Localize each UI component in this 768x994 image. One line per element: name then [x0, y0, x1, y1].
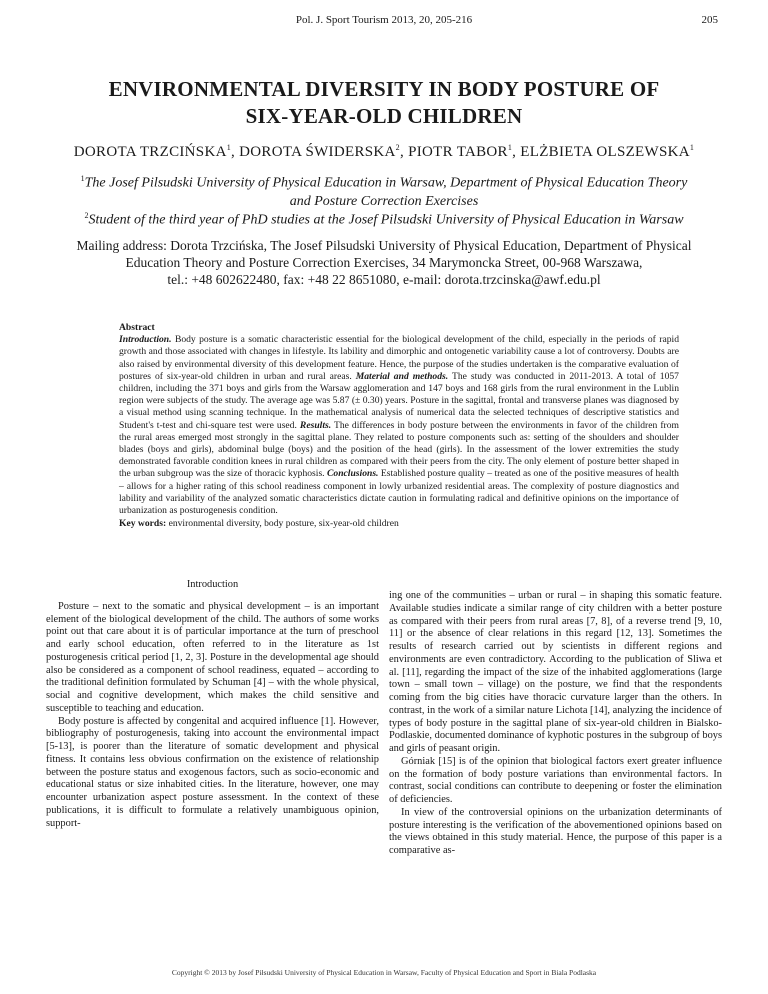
abstract-text: Established posture quality – treated as one of the positive measures of health – allows for a higher rating of this school readiness component in lowly urbanized residential areas. The complexity of posture diagnostics and lability and variability of the analyzed somatic characteristics dictate caution in formulating radical and definitive opinions on the importance of urbanization as posturogenesis condition. [119, 468, 679, 517]
body-paragraph: ing one of the communities – urban or rural – in shaping this somatic feature. Available studies indicate a similar range of city children with a better posture as compared with their peers from rural areas [7, 8], of a reverse trend [9, 10, 11] or the absence of clear relations in this regard [12, 13]. Sometimes the results of research carried out by scientists in different regions and environments are even contradictory. According to the publication of Sliwa et al. [11], regarding the impact of the size of the inhabited agglomerations (large town – small town – village) on the posture, we find that the respondents coming from the big cities have thoracic curvature larger than the others. In contrast, in the work of a similar nature Lichota [14], analyzing the incidence of types of body posture in the sagittal plane of six-year-old children in Bialsko-Podlaskie, documented dominance of kyphotic postures in the subgroup of boys and girls of peasant origin. [389, 590, 722, 754]
author-affiliation-mark: 1 [507, 143, 513, 152]
abstract-heading: Abstract [119, 322, 155, 333]
body-paragraph: Body posture is affected by congenital and acquired influence [1]. However, bibliography of posturogenesis, taking into account the environmental impact [5-13], is poorer than the literature of somatic development and physical fitness. It contains less obvious confirmation on the existence of relationship between the posture status and exogenous factors, such as socio-economic and educational status or size inhabited cities. In the literature, however, one may encounter urbanization aspect posture assessment. In the context of these publications, it is difficult to formulate a relatively unambiguous opinion, support- [46, 715, 379, 829]
journal-citation: Pol. J. Sport Tourism 2013, 20, 205-216 [295, 14, 473, 26]
abstract-label-results: Results. [299, 419, 332, 431]
title-line-1: ENVIRONMENTAL DIVERSITY IN BODY POSTURE OF [108, 77, 660, 101]
keywords-label: Key words: [119, 518, 167, 529]
abstract-text: The differences in body posture between the environments in favor of the children from the rural areas emerged most strongly in the sagittal plane. They related to posture components such as: setting of the shoulders and shoulder blades (boys and girls), abdominal bulge (boys) and the position of the head (girls). In the assessment of the lower extremities the study demonstrated favorable condition knees in rural children as compared with their peers from the city. The only element of posture better shaped in the urban subgroup was the size of thoracic kyphosis. [119, 419, 679, 480]
abstract-label-conclusions: Conclusions. [327, 468, 379, 480]
left-column [46, 579, 379, 830]
author-list: DOROTA TRZCIŃSKA$^1$, DOROTA ŚWIDERSKA$^2$, PIOTR TABOR$^1$, ELŻBIETA OLSZEWSKA$^1$ [73, 143, 695, 160]
affiliation-text: and Posture Correction Exercises [289, 193, 479, 209]
keywords [119, 518, 679, 529]
author-name: DOROTA ŚWIDERSKA [239, 144, 396, 160]
article-title [60, 76, 708, 130]
author-affiliation-mark: 1 [226, 143, 232, 152]
affiliation-text: The Josef Pilsudski University of Physical Education in Warsaw, Department of Physical Education Theory [84, 175, 688, 191]
affiliation-2 [28, 207, 740, 230]
title-line-2: SIX-YEAR-OLD CHILDREN [245, 104, 523, 128]
section-heading-introduction: Introduction [186, 579, 239, 590]
affiliation-mark: 1 [80, 174, 85, 183]
page-number: 205 [701, 14, 718, 26]
running-head [0, 14, 768, 26]
mailing-line: Mailing address: Dorota Trzcińska, The Josef Pilsudski University of Physical Education, Department of Physical [76, 238, 692, 253]
author-name: ELŻBIETA OLSZEWSKA [520, 144, 690, 160]
body-paragraph: Posture – next to the somatic and physical development – is an important element of the biological development of the child. The authors of some works point out that care about it is of particular importance at the turn of preschool and early school education, often referred to in the literature as 1st posturogenesis critical period [1, 2, 3]. Posture in the developmental age should also be considered as a component of school readiness, equated – according to the traditional definition formulated by Schuman [4] – with the whole physical, social and cognitive development, which makes the child sensitive and susceptible to teaching and education. [46, 600, 379, 714]
body-paragraph: In view of the controversial opinions on the urbanization determinants of posture interesting is the verification of the abovementioned opinions based on the views obtained in this study material. Hence, the purpose of this paper is a comparative as- [389, 806, 722, 856]
author-affiliation-mark: 1 [689, 143, 695, 152]
affiliation-text: Student of the third year of PhD studies at the Josef Pilsudski University of Physical Education in Warsaw [88, 212, 684, 228]
affiliation-mark: 2 [84, 211, 89, 220]
mailing-line: tel.: +48 602622480, fax: +48 22 8651080, e-mail: dorota.trzcinska@awf.edu.pl [167, 272, 601, 287]
body-paragraph: Górniak [15] is of the opinion that biological factors exert greater influence on the formation of body posture variations than environmental factors. In contrast, social conditions can contribute to deepening or foster the elimination of deficiencies. [389, 755, 722, 805]
affiliation-1 [28, 170, 740, 211]
mailing-address [50, 237, 718, 288]
abstract-label-introduction: Introduction. [119, 334, 172, 346]
author-name: DOROTA TRZCIŃSKA [73, 144, 227, 160]
right-column [389, 590, 722, 858]
abstract [119, 322, 679, 517]
author-name: PIOTR TABOR [408, 144, 508, 160]
author-affiliation-mark: 2 [395, 143, 400, 152]
mailing-line: Education Theory and Posture Correction Exercises, 34 Marymoncka Street, 00-968 Warszawa, [125, 255, 643, 270]
copyright-footer: Copyright © 2013 by Josef Piłsudski University of Physical Education in Warsaw, Faculty of Physical Education and Sport in Biala Podlaska [171, 968, 597, 977]
keywords-text: environmental diversity, body posture, six-year-old children [166, 518, 399, 529]
abstract-text: Body posture is a somatic characteristic essential for the biological development of the child, especially in the periods of rapid growth and those associated with changes in lifestyle. Its lability and dimorphic and ontogenetic variability cause a lot of controversy. Doubts are also raised by environmental diversity of this development feature. Hence, the purpose of the studies undertaken is the comparative evaluation of postures of six-year-old children in urban and rural areas. [119, 334, 679, 382]
abstract-text: The study was conducted in 2011-2013. A total of 1057 children, including the 371 boys and girls from the Warsaw agglomeration and 147 boys and 168 girls from the rural environment in the Lublin region were subjects of the study. The average age was 5.87 (± 0.30) years. Posture in the sagittal, frontal and transverse planes was diagnosed by a visual method using scanning technique. In the mathematical analysis of numerical data the selected techniques of descriptive statistics and Student's t-test and chi-square test were used. [119, 370, 679, 431]
abstract-label-methods: Material and methods. [355, 370, 449, 382]
abstract-body [119, 334, 679, 517]
